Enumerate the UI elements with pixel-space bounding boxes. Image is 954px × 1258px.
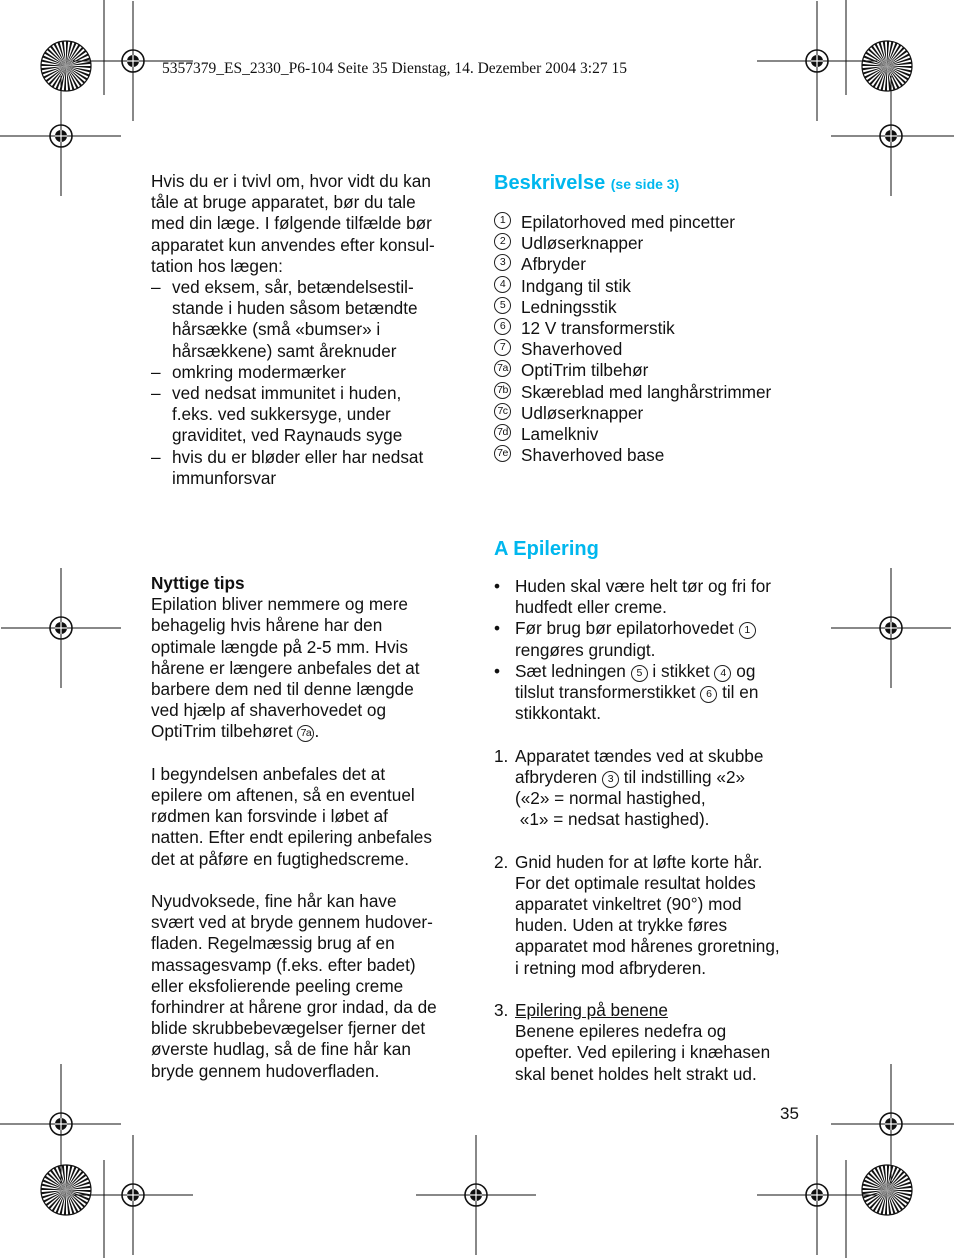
part-marker: 3 [494, 254, 511, 271]
ref-marker: 5 [631, 665, 648, 682]
list-item: • Sæt ledningen 5 i stikket 4 og tilslut transformerstikket 6 til en stikkontakt. [494, 661, 814, 725]
ref-marker: 4 [714, 665, 731, 682]
list-item: 3. Epilering på benene Benene epileres nedefra og opefter. Ved epilering i knæhasen skal benet holdes helt strakt ud. [494, 1000, 814, 1085]
part-marker: 7c [494, 403, 511, 420]
list-item: • Huden skal være helt tør og fri for hudfedt eller creme. [494, 576, 814, 618]
list-item: 3 Afbryder [494, 254, 814, 275]
list-item: – ved eksem, sår, betændelsestil- stande i huden såsom betændte hårsække (små «bumser» i hårsækkene) samt åreknuder [151, 277, 471, 362]
ref-marker: 6 [700, 686, 717, 703]
steps-list [494, 746, 814, 1085]
page-number: 35 [780, 1104, 799, 1123]
list-item: 2. Gnid huden for at løfte korte hår. For det optimale resultat holdes apparatet vinkeltret (90°) mod huden. Uden at trykke føres apparatet mod hårenes groretning, i retning mod afbryderen. [494, 851, 780, 978]
part-marker: 7b [494, 382, 511, 399]
part-marker: 7 [494, 339, 511, 356]
list-item: – hvis du er bløder eller har nedsat immunforsvar [151, 447, 471, 489]
list-item: 7e Shaverhoved base [494, 445, 814, 466]
ref-marker: 1 [739, 622, 756, 639]
list-item: 2 Udløserknapper [494, 233, 814, 254]
part-marker: 7e [494, 445, 511, 462]
star-target-icon [862, 1165, 912, 1215]
star-target-icon [41, 1165, 91, 1215]
list-item: – ved nedsat immunitet i huden, f.eks. ved sukkersyge, under graviditet, ved Raynauds syge [151, 383, 471, 447]
list-item: 7d Lamelkniv [494, 424, 814, 445]
print-imprint: 5357379_ES_2330_P6-104 Seite 35 Dienstag, 14. Dezember 2004 3:27 15 [162, 60, 627, 77]
ref-marker: 3 [602, 771, 619, 788]
list-item: 5 Ledningsstik [494, 297, 814, 318]
list-item: 1 Epilatorhoved med pincetter [494, 212, 814, 233]
tips-paragraph-3: Nyudvoksede, fine hår kan have svært ved at bryde gennem hudover- fladen. Regelmæssig brug af en massagesvamp (f.eks. efter badet) eller eksfolierende peeling creme forhindrer at hårene gror indad, da de blide skrubbebevægelser fjerner det øverste hudlag, så de fine hår kan bryde gennem hudoverfladen. [151, 891, 437, 1081]
list-item: 4 Indgang til stik [494, 276, 814, 297]
cases-list [151, 277, 471, 489]
list-item: 7b Skæreblad med langhårstrimmer [494, 382, 814, 403]
list-item: 7a OptiTrim tilbehør [494, 360, 814, 381]
list-item: 7 Shaverhoved [494, 339, 814, 360]
tips-section [151, 573, 471, 1082]
parts-list [494, 212, 814, 466]
list-item: 1. Apparatet tændes ved at skubbe afbryderen 3 til indstilling «2» («2» = normal hastighed, «1» = nedsat hastighed). [494, 745, 764, 830]
section-heading: Beskrivelse (se side 3) [494, 172, 680, 194]
part-marker: 4 [494, 276, 511, 293]
part-marker: 7d [494, 424, 511, 441]
list-item: 7c Udløserknapper [494, 403, 814, 424]
part-marker: 5 [494, 297, 511, 314]
step-title: Epilering på benene [515, 1000, 668, 1021]
part-marker: 7a [494, 360, 511, 377]
part-marker: 1 [494, 212, 511, 229]
tips-paragraph-1: Epilation bliver nemmere og mere behagelig hvis hårene har den optimale længde på 2-5 mm. Hvis hårene er længere anbefales det at barbere dem ned til denne længde ved hjælp af shaverhovedet og OptiTrim tilbehøret 7a . [151, 594, 420, 742]
star-target-icon [41, 41, 91, 91]
list-item: 6 12 V transformerstik [494, 318, 814, 339]
star-target-icon [862, 41, 912, 91]
intro-paragraph: Hvis du er i tvivl om, hvor vidt du kan tåle at bruge apparatet, bør du tale med din læge. I følgende tilfælde bør apparatet kun anvendes efter konsul- tation hos lægen: [151, 171, 435, 276]
list-item: – omkring modermærker [151, 362, 471, 383]
epilation-section [494, 537, 814, 1085]
part-marker: 6 [494, 318, 511, 335]
preparation-list [494, 576, 814, 724]
section-heading: A Epilering [494, 538, 599, 560]
list-item: • Før brug bør epilatorhovedet 1 rengøres grundigt. [494, 618, 814, 660]
part-marker: 2 [494, 233, 511, 250]
tips-heading: Nyttige tips [151, 573, 245, 593]
description-section [494, 171, 814, 466]
page-reference: (se side 3) [610, 176, 680, 192]
ref-marker: 7a [297, 725, 314, 742]
left-column [151, 171, 471, 489]
tips-paragraph-2: I begyndelsen anbefales det at epilere om aftenen, så en eventuel rødmen kan forsvinde i løbet af natten. Efter endt epilering anbefales det at påføre en fugtighedscreme. [151, 763, 432, 869]
